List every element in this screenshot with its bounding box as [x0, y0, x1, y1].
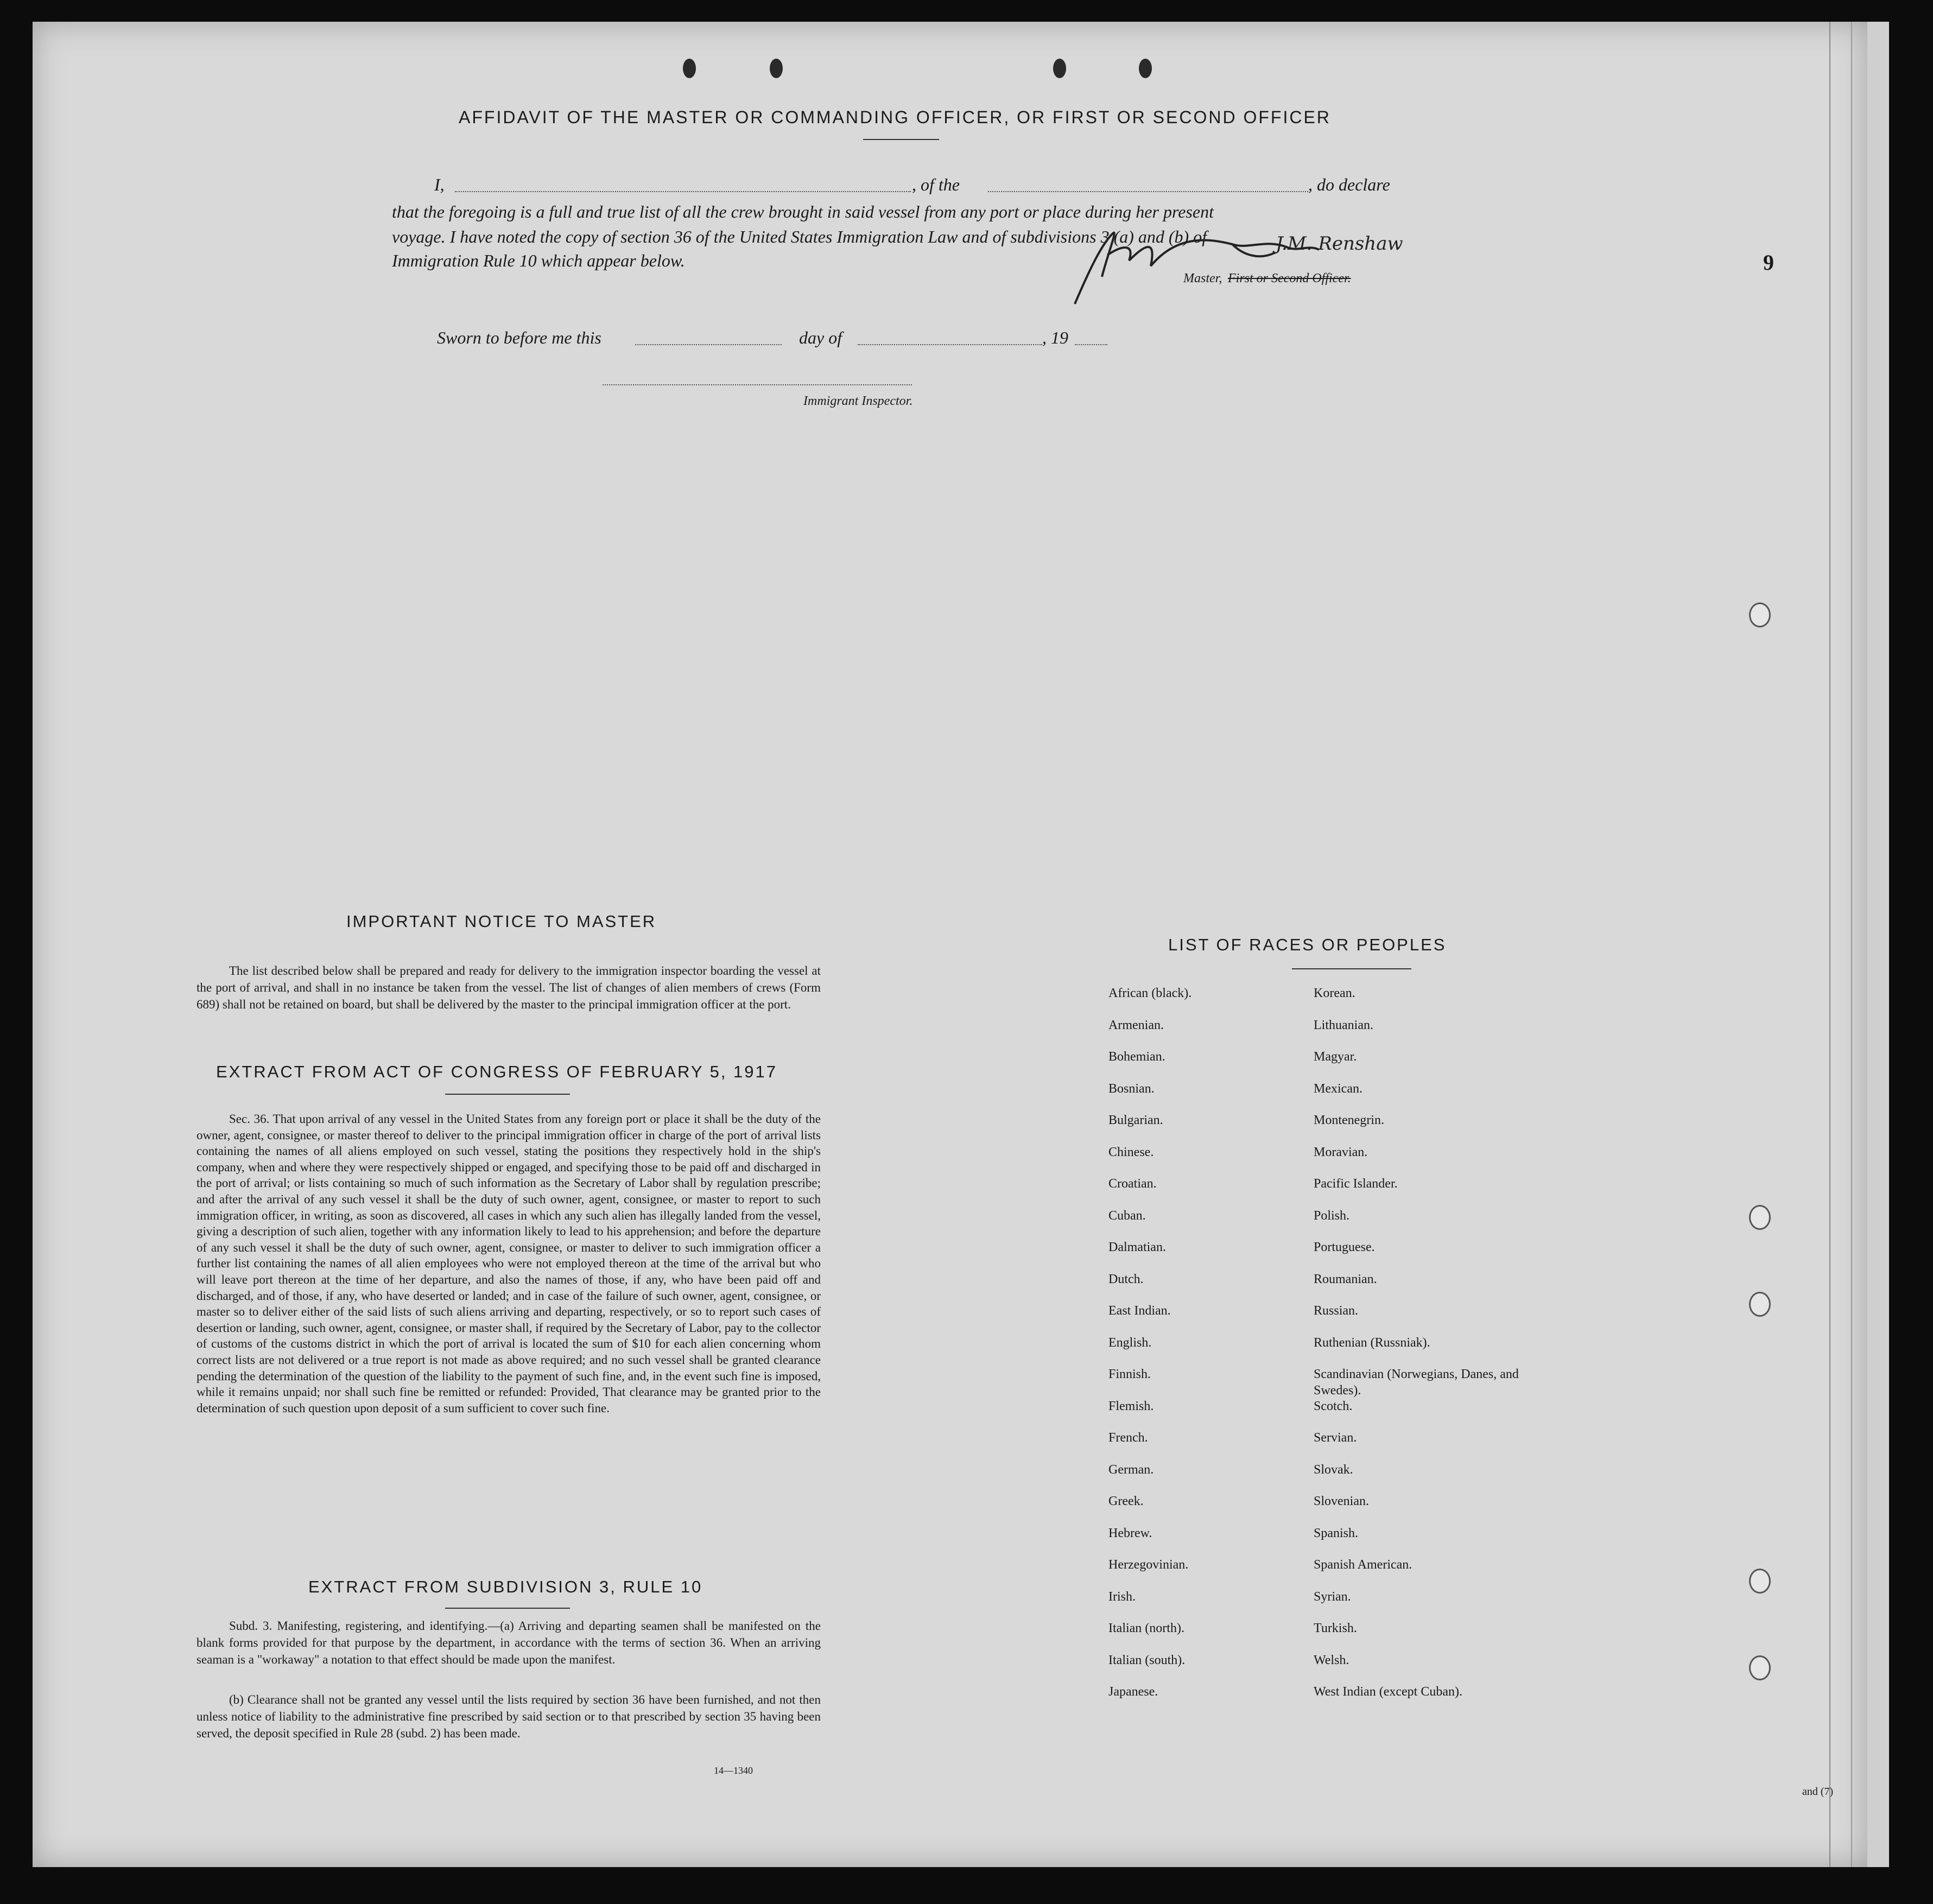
race-item: Ruthenian (Russniak).	[1314, 1335, 1430, 1350]
act-title: EXTRACT FROM ACT OF CONGRESS OF FEBRUARY 5, 1917	[216, 1062, 778, 1081]
race-item: French.	[1108, 1431, 1148, 1445]
race-item: Hebrew.	[1108, 1526, 1152, 1540]
margin-rule	[1829, 22, 1830, 1867]
race-item: Spanish American.	[1314, 1558, 1412, 1572]
punch-hole	[1749, 1205, 1771, 1230]
race-item: Chinese.	[1108, 1145, 1154, 1159]
document-page	[33, 22, 1867, 1867]
race-item: Bosnian.	[1108, 1081, 1155, 1096]
race-item: East Indian.	[1108, 1304, 1171, 1318]
title-underline	[863, 139, 939, 140]
punch-hole	[1749, 602, 1771, 627]
race-item: Magyar.	[1314, 1050, 1357, 1064]
month-blank	[858, 344, 1042, 345]
race-item: Scandinavian (Norwegians, Danes, and Swedes).	[1314, 1367, 1519, 1398]
race-item: Greek.	[1108, 1494, 1144, 1508]
race-item: Turkish.	[1314, 1621, 1357, 1635]
race-item: Slovenian.	[1314, 1494, 1369, 1508]
vessel-blank	[988, 191, 1308, 192]
margin-page-number: 9	[1763, 250, 1774, 275]
page-edge	[1867, 22, 1889, 1867]
binding-hole	[770, 59, 783, 78]
race-item: German.	[1108, 1462, 1154, 1477]
race-item: Croatian.	[1108, 1177, 1157, 1191]
name-blank	[455, 191, 911, 192]
race-item: African (black).	[1108, 986, 1192, 1000]
race-item: Spanish.	[1314, 1526, 1359, 1540]
race-item: Flemish.	[1108, 1399, 1154, 1413]
race-item: Montenegrin.	[1314, 1113, 1384, 1127]
inspector-signature-blank	[603, 384, 912, 385]
rule-para-b: (b) Clearance shall not be granted any vessel until the lists required by section 36 have been furnished, and not then unless notice of liability to the administrative fine prescribed by said section or to that prescribed by section 35 having been served, the deposit specified in Rule 28 (subd. 2) has been made.	[197, 1693, 821, 1740]
margin-corner-note: and (7)	[1802, 1786, 1834, 1798]
struck-officer-label: First or Second Officer.	[1228, 271, 1351, 285]
notice-body: The list described below shall be prepared and ready for delivery to the immigration inspector boarding the vessel at the port of arrival, and shall in no instance be taken from the vessel. The list of changes of alien members of crews (Form 689) shall not be retained on board, but shall be delivered by the master to the principal immigration officer at the port.	[197, 964, 821, 1011]
rule-title: EXTRACT FROM SUBDIVISION 3, RULE 10	[308, 1577, 703, 1596]
affidavit-i: I,	[434, 175, 445, 194]
signature-text: J.M. Renshaw	[1276, 233, 1403, 255]
race-item: Scotch.	[1314, 1399, 1353, 1413]
race-item: Dutch.	[1108, 1272, 1144, 1286]
race-item: Roumanian.	[1314, 1272, 1377, 1286]
rule-title-underline	[445, 1608, 570, 1609]
race-item: Portuguese.	[1314, 1240, 1375, 1254]
races-right-column	[1314, 985, 1520, 1716]
affidavit-line2: that the foregoing is a full and true list of all the crew brought in said vessel from any port or place during her present	[392, 202, 1214, 221]
binding-hole	[1053, 59, 1066, 78]
races-title-underline	[1292, 968, 1411, 969]
form-number: 14—1340	[714, 1765, 753, 1776]
race-item: West Indian (except Cuban).	[1314, 1685, 1462, 1699]
race-item: Finnish.	[1108, 1367, 1151, 1381]
race-item: Servian.	[1314, 1431, 1357, 1445]
races-title: LIST OF RACES OR PEOPLES	[1168, 935, 1447, 954]
race-item: Slovak.	[1314, 1462, 1353, 1477]
margin-rule	[1851, 22, 1852, 1867]
race-item: Moravian.	[1314, 1145, 1368, 1159]
race-item: Korean.	[1314, 986, 1355, 1000]
race-item: Polish.	[1314, 1208, 1350, 1223]
affidavit-line4: Immigration Rule 10 which appear below.	[392, 251, 685, 270]
binding-hole	[1139, 59, 1152, 78]
affidavit-line3: voyage. I have noted the copy of section 36 of the United States Immigration Law and of subdivisions 3 (a) and (b) of	[392, 227, 1207, 246]
race-item: Italian (south).	[1108, 1653, 1186, 1667]
inspector-label: Immigrant Inspector.	[803, 394, 913, 408]
day-of-label: day of	[799, 328, 842, 347]
affidavit-declare: , do declare	[1308, 175, 1390, 194]
races-left-column	[1108, 985, 1298, 1716]
race-item: English.	[1108, 1335, 1152, 1350]
sworn-day-blank	[635, 344, 782, 345]
race-item: Dalmatian.	[1108, 1240, 1166, 1254]
sworn-label: Sworn to before me this	[437, 328, 601, 347]
affidavit-of-the: , of the	[912, 175, 960, 194]
race-item: Irish.	[1108, 1589, 1136, 1604]
master-label: Master,	[1183, 271, 1222, 285]
race-item: Syrian.	[1314, 1589, 1351, 1604]
race-item: Italian (north).	[1108, 1621, 1184, 1635]
race-item: Russian.	[1314, 1304, 1359, 1318]
race-item: Mexican.	[1314, 1081, 1362, 1096]
race-item: Welsh.	[1314, 1653, 1349, 1667]
rule-para-a: Subd. 3. Manifesting, registering, and identifying.—(a) Arriving and departing seamen shall be manifested on the blank forms provided for that purpose by the department, in accordance with the terms of section 36. When an arriving seaman is a "workaway" a notation to that effect should be made upon the manifest.	[197, 1619, 821, 1666]
race-item: Armenian.	[1108, 1018, 1164, 1032]
race-item: Herzegovinian.	[1108, 1558, 1189, 1572]
act-body: Sec. 36. That upon arrival of any vessel in the United States from any foreign port or place it shall be the duty of the owner, agent, consignee, or master thereof to deliver to the principal immigration officer in charge of the port of arrival lists containing the names of all aliens employed on such vessel, stating the positions they respectively hold in the ship's company, when and where they were respectively shipped or engaged, and specifying those to be paid off and discharged in the port of arrival; or lists containing so much of such information as the Secretary of Labor shall by regulation prescribe; and after the arrival of any such vessel it shall be the duty of such owner, agent, consignee, or master to report to such immigration officer, in writing, as soon as discovered, all cases in which any such alien has illegally landed from the vessel, giving a description of such alien, together with any information likely to lead to his apprehension; and before the departure of any such vessel it shall be the duty of such owner, agent, consignee, or master to deliver to such immigration officer a further list containing the names of all alien employees who were not employed thereon at the time of the arrival but who will leave port thereon at the time of her departure, and also the names of those, if any, who have been paid off and discharged, and of those, if any, who have deserted or landed; and in case of the failure of such owner, agent, consignee, or master so to deliver either of the said lists of such aliens arriving and departing, respectively, or so to report such cases of desertion or landing, such owner, agent, consignee, or master shall, if required by the Secretary of Labor, pay to the collector of customs of the customs district in which the port of arrival is located the sum of $10 for each alien concerning whom correct lists are not delivered or a true report is not made as above required; and no such vessel shall be granted clearance pending the determination of the question of the liability to the payment of such fine, and, in the event such fine is imposed, while it remains unpaid; nor shall such fine be remitted or refunded: Provided, That clearance may be granted prior to the determination of such question upon deposit of a sum sufficient to cover such fine.	[197, 1112, 821, 1415]
punch-hole	[1749, 1292, 1771, 1317]
notice-title: IMPORTANT NOTICE TO MASTER	[346, 912, 657, 931]
year-blank	[1075, 344, 1107, 345]
master-signature	[1069, 223, 1411, 309]
affidavit-title: AFFIDAVIT OF THE MASTER OR COMMANDING OFFICER, OR FIRST OR SECOND OFFICER	[459, 107, 1331, 127]
race-item: Bulgarian.	[1108, 1113, 1163, 1127]
year-label: , 19	[1042, 328, 1068, 347]
punch-hole	[1749, 1569, 1771, 1594]
act-title-underline	[445, 1094, 570, 1095]
binding-hole	[683, 59, 696, 78]
race-item: Lithuanian.	[1314, 1018, 1373, 1032]
punch-hole	[1749, 1655, 1771, 1680]
race-item: Bohemian.	[1108, 1050, 1165, 1064]
race-item: Pacific Islander.	[1314, 1177, 1398, 1191]
race-item: Japanese.	[1108, 1685, 1158, 1699]
race-item: Cuban.	[1108, 1208, 1146, 1223]
